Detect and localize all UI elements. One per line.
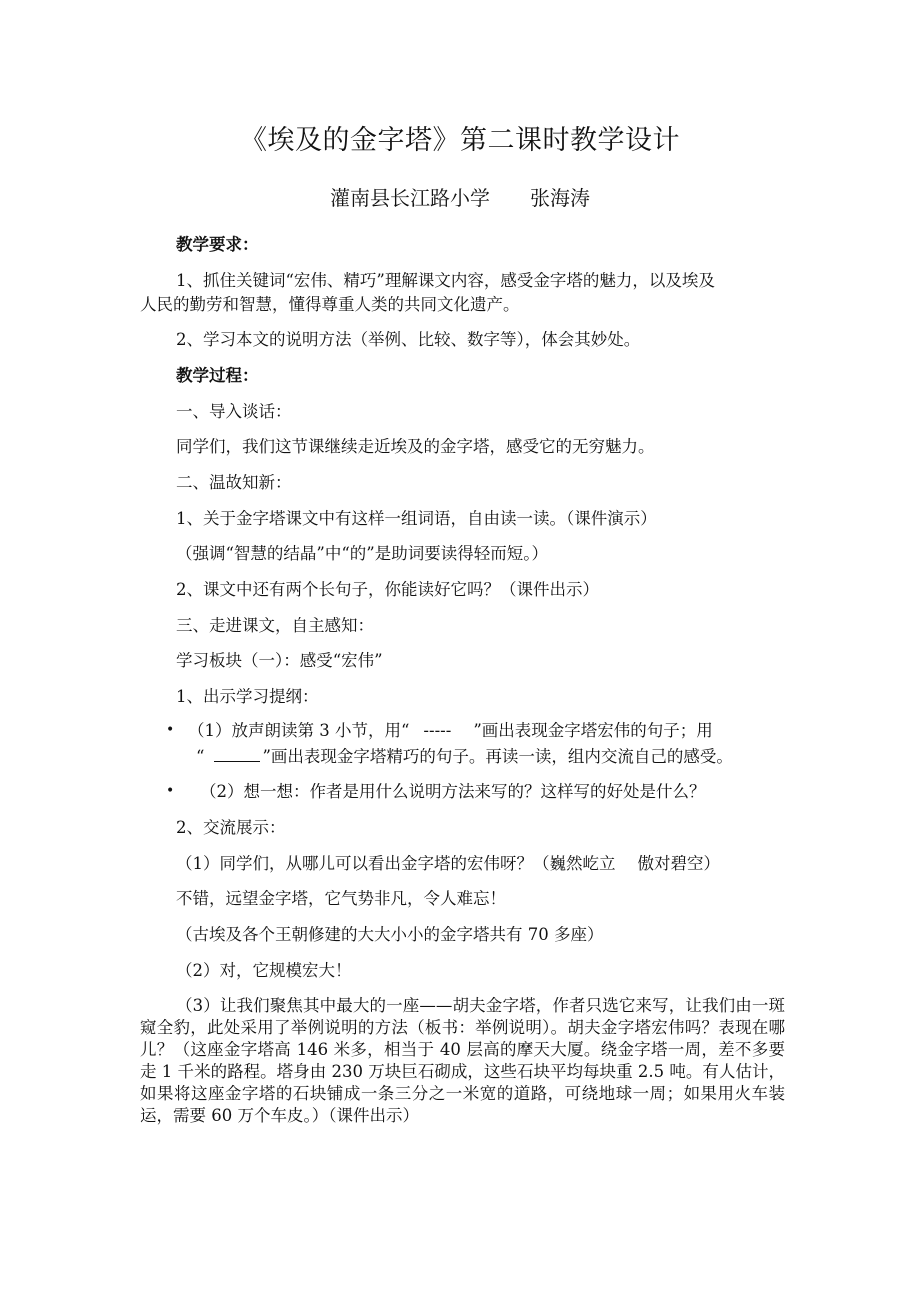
underline-mark — [214, 747, 260, 762]
task-1-part-b: ”画出表现金字塔宏伟的句子；用 — [473, 721, 713, 740]
author-name: 张海涛 — [530, 186, 590, 210]
section-2-note: （强调“智慧的结晶”中“的”是助词要读得轻而短。） — [176, 544, 548, 563]
section-2-heading: 二、温故知新： — [176, 473, 292, 492]
task-1-part-a: （1）放声朗读第 3 小节，用“ — [188, 721, 410, 740]
task-1-line-1 — [188, 720, 713, 742]
question-1-part-a: （1）同学们，从哪儿可以看出金字塔的宏伟呀？（巍然屹立 — [176, 854, 616, 873]
task-1-part-c: “ — [196, 747, 205, 766]
learning-block-1: 学习板块（一）：感受“宏伟” — [176, 651, 383, 670]
author-line — [330, 182, 590, 211]
section-1-text: 同学们，我们这节课继续走近埃及的金字塔，感受它的无穷魅力。 — [176, 437, 655, 456]
process-heading: 教学过程： — [176, 366, 259, 385]
requirement-1-line-2: 人民的勤劳和智慧，懂得尊重人类的共同文化遗产。 — [140, 295, 520, 314]
question-2: （2）对，它规模宏大！ — [176, 961, 352, 980]
question-1 — [176, 853, 720, 875]
question-1-reply: 不错，远望金字塔，它气势非凡，令人难忘！ — [176, 889, 506, 908]
section-3-heading: 三、走进课文，自主感知： — [176, 616, 374, 635]
requirement-2: 2、学习本文的说明方法（举例、比较、数字等），体会其妙处。 — [176, 330, 641, 349]
task-1-line-2 — [196, 746, 733, 768]
outline-heading: 1、出示学习提纲： — [176, 687, 319, 706]
requirements-heading: 教学要求： — [176, 235, 259, 254]
document-title: 《埃及的金字塔》第二课时教学设计 — [240, 125, 680, 156]
question-1-part-b: 傲对碧空） — [637, 854, 720, 873]
question-3-paragraph: （3）让我们聚焦其中最大的一座——胡夫金字塔，作者只选它来写，让我们由一斑窥全豹，此处采用了举例说明的方法（板书：举例说明）。胡夫金字塔宏伟吗？表现在哪儿？（这座金字塔高 146 米多，相当于 40 层高的摩天大厦。绕金字塔一周，差不多要走 1 千米的路程。塔身由 230 万块巨石砌成，这些石块平均每块重 2.5 吨。有人估计，如果将这座金字塔的石块铺成一条三分之一米宽的道路，可绕地球一周；如果用火车装运，需要 60 万个车皮。）（课件出示） — [140, 996, 785, 1125]
bullet-2: • — [166, 783, 175, 799]
share-heading: 2、交流展示： — [176, 818, 286, 837]
bullet-1: • — [166, 722, 175, 738]
task-1-part-d: ”画出表现金字塔精巧的句子。再读一读，组内交流自己的感受。 — [262, 747, 733, 766]
author-school: 灌南县长江路小学 — [330, 186, 490, 210]
section-1-heading: 一、导入谈话： — [176, 402, 292, 421]
task-1-dash-mark: ----- — [423, 721, 452, 740]
task-2: （2）想一想：作者是用什么说明方法来写的？这样写的好处是什么？ — [200, 782, 706, 801]
section-2-item-2: 2、课文中还有两个长句子，你能读好它吗？（课件出示） — [176, 580, 599, 599]
section-2-item-1: 1、关于金字塔课文中有这样一组词语，自由读一读。（课件演示） — [176, 509, 657, 528]
requirement-1-line-1: 1、抓住关键词“宏伟、精巧”理解课文内容，感受金字塔的魅力，以及埃及 — [176, 271, 715, 290]
question-1-note: （古埃及各个王朝修建的大大小小的金字塔共有 70 多座） — [176, 925, 604, 944]
